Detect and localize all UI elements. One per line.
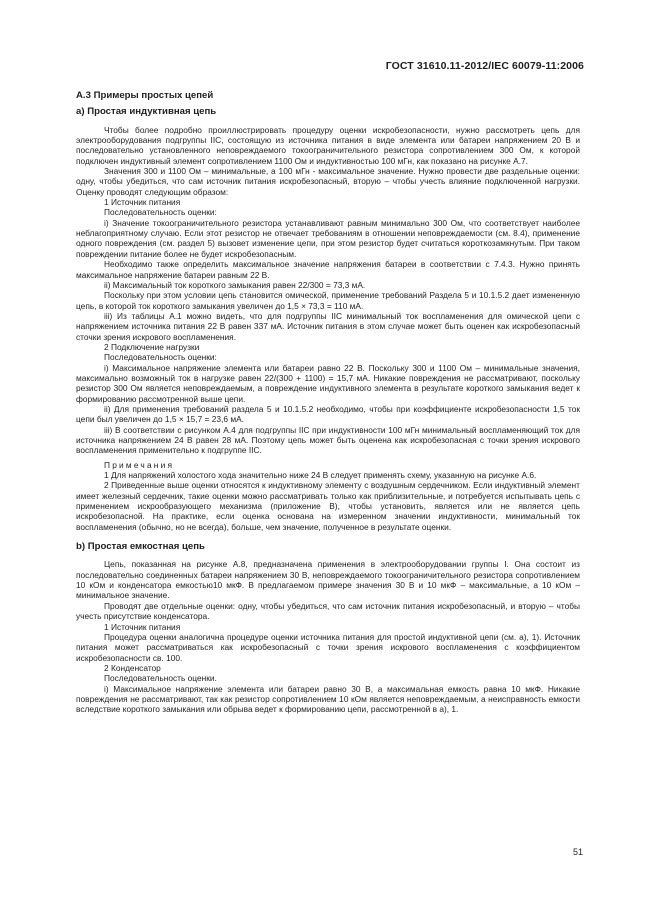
notes-title: Примечания bbox=[104, 459, 175, 470]
section-a-paragraph: Необходимо также определить максимальное значение напряжения батареи в соответствии с 7.4.3. Нужно принять максимальное напряжение батареи равным 22 В. bbox=[76, 259, 580, 280]
section-a-paragraph: i) Максимальное напряжение элемента или батареи равно 22 В. Поскольку 300 и 1100 Ом – минимальные значения, максимально возможный ток в нагрузке равен 22/(300 + 1100) = 15,7 мА. Никакие повреждения не рассматривают, поскольку резистор 300 Ом является неповреждаемым, а повреждение индуктивного элемента в результате короткого замыкания ведет к формированию рассмотренной выше цепи. bbox=[76, 362, 580, 404]
note-paragraph: 1 Для напряжений холостого хода значительно ниже 24 В следует применять схему, указанную на рисунке А.6. bbox=[104, 470, 537, 481]
section-a-paragraph: iii) В соответствии с рисунком А.4 для подгруппы IIC при индуктивности 100 мГн минимальный воспламеняющий ток для источника напряжением 24 В равен 28 мА. Поэтому цепь может быть оценена как искробезопасная с точки зрения искрового воспламенения применительно к подгруппе IIC. bbox=[76, 424, 580, 456]
section-b-paragraph: Цепь, показанная на рисунке А.8, предназначена применения в электрооборудовании группы I. Она состоит из последовательно соединенных батареи напряжением 30 В, неповреждаемого токоограничительного резистора сопротивлением 10 кОм и конденсатора емкостью10 мкФ. В предлагаемом примере значения 30 В и 10 мкФ – максимальные, а 10 кОм – минимальное значение. bbox=[76, 559, 580, 601]
section-a-paragraph: 2 Подключение нагрузки bbox=[104, 341, 200, 352]
subsection-title-a: а) Простая индуктивная цепь bbox=[76, 106, 217, 118]
notes bbox=[76, 470, 580, 532]
page-number: 51 bbox=[572, 847, 583, 857]
section-b-paragraph: Последовательность оценки. bbox=[104, 673, 217, 684]
section-a-paragraph: 1 Источник питания bbox=[104, 197, 181, 208]
section-a-paragraph: i) Значение токоограничительного резистора устанавливают равным минимально 300 Ом, что соответствует наиболее неблагоприятному случаю. Если этот резистор не отвечает требованиям в отношении неповреждаемости (см. 8.4), применение одного повреждения (см. раздел 5) вызовет изменение цепи, при этом резистор будет считаться короткозамкнутым. При таком повреждении питание более не будет искробезопасным. bbox=[76, 217, 580, 259]
document-body bbox=[76, 91, 580, 715]
section-a-paragraph: Последовательность оценки: bbox=[104, 207, 217, 218]
section-a-paragraph: Значения 300 и 1100 Ом – минимальные, а 100 мГн - максимальное значение. Нужно провести две раздельные оценки: одну, чтобы убедиться, что сам источник питания искробезопасный, вторую – чтобы учесть влияние подключенной нагрузки. Оценку проводят следующим образом: bbox=[76, 166, 580, 197]
section-b-paragraph: 1 Источник питания bbox=[104, 621, 181, 632]
section-b-paragraph: 2 Конденсатор bbox=[104, 662, 161, 673]
section-b-paragraph: Процедура оценки аналогична процедуре оценки источника питания для простой индуктивной цепи (см. а), 1). Источник питания может рассматриваться как искробезопасный с точки зрения искрового воспламенения с коэффициентом искробезопасности св. 100. bbox=[76, 631, 580, 663]
section-b-paragraph: Проводят две отдельные оценки: одну, чтобы убедиться, что сам источник питания искробезопасный, и вторую – чтобы учесть присутствие конденсатора. bbox=[76, 600, 580, 622]
section-a-paragraph: Последовательность оценки: bbox=[104, 352, 217, 363]
document-header: ГОСТ 31610.11-2012/IEC 60079-11:2006 bbox=[385, 60, 584, 72]
section-a-paragraph: Чтобы более подробно проиллюстрировать процедуру оценки искробезопасности, нужно рассмотреть цепь для электрооборудования подгруппы IIC, состоящую из источника питания в виде элемента или батареи напряжением 20 В и последовательно установленного неповреждаемого токоограничительного резистора сопротивлением 300 Ом, к которой подключен индуктивный элемент сопротивлением 1100 Ом и индуктивностью 100 мГн, как показано на рисунке А.7. bbox=[76, 124, 580, 166]
section-a-paragraph: iii) Из таблицы А.1 можно видеть, что для подгруппы IIC минимальный ток воспламенения для омической цепи с напряжением источника питания 22 В равен 337 мА. Источник питания в этом случае может быть оценен как искробезопасный сточки зрения искрового воспламенения. bbox=[76, 310, 580, 342]
note-paragraph: 2 Приведенные выше оценки относятся к индуктивному элементу с воздушным сердечником. Если индуктивный элемент имеет железный сердечник, такие оценки можно рассматривать только как приблизительные, и потребуется испытывать цепь с применением искрообразующего механизма (приложение В), чтобы установить, является или не является цепь искробезопасной. На практике, если оценка основана на измеренном значении индуктивности, минимальный ток воспламенения (обычно, но не всегда), больше, чем значение, полученное в результате оценки. bbox=[76, 480, 580, 532]
section-a-paragraph: ii) Максимальный ток короткого замыкания равен 22/300 = 73,3 мА. bbox=[104, 279, 366, 290]
section-title: A.3 Примеры простых цепей bbox=[76, 90, 214, 101]
paragraphs-a bbox=[76, 125, 580, 456]
section-a-paragraph: Поскольку при этом условии цепь становится омической, применение требований Раздела 5 и 10.1.5.2 дает измененную цепь, в которой ток короткого замыкания увеличен до 1,5 × 73,3 = 110 мА. bbox=[76, 290, 580, 311]
section-b-paragraph: i) Максимальное напряжение элемента или батареи равно 30 В, а максимальная емкость равна 10 мкФ. Никакие повреждения не рассматривают, так как резистор сопротивлением 10 кОм является неповреждаемым, а неисправность емкости вследствие короткого замыкания или обрыва ведет к формированию цепи, рассмотренной в а), 1. bbox=[76, 683, 580, 715]
paragraphs-b bbox=[76, 559, 580, 714]
subsection-title-b: b) Простая емкостная цепь bbox=[76, 541, 205, 553]
section-a-paragraph: ii) Для применения требований раздела 5 и 10.1.5.2 необходимо, чтобы при коэффициенте искробезопасности 1,5 ток цепи был увеличен до 1,5 × 15,7 = 23,6 мА. bbox=[76, 403, 580, 425]
